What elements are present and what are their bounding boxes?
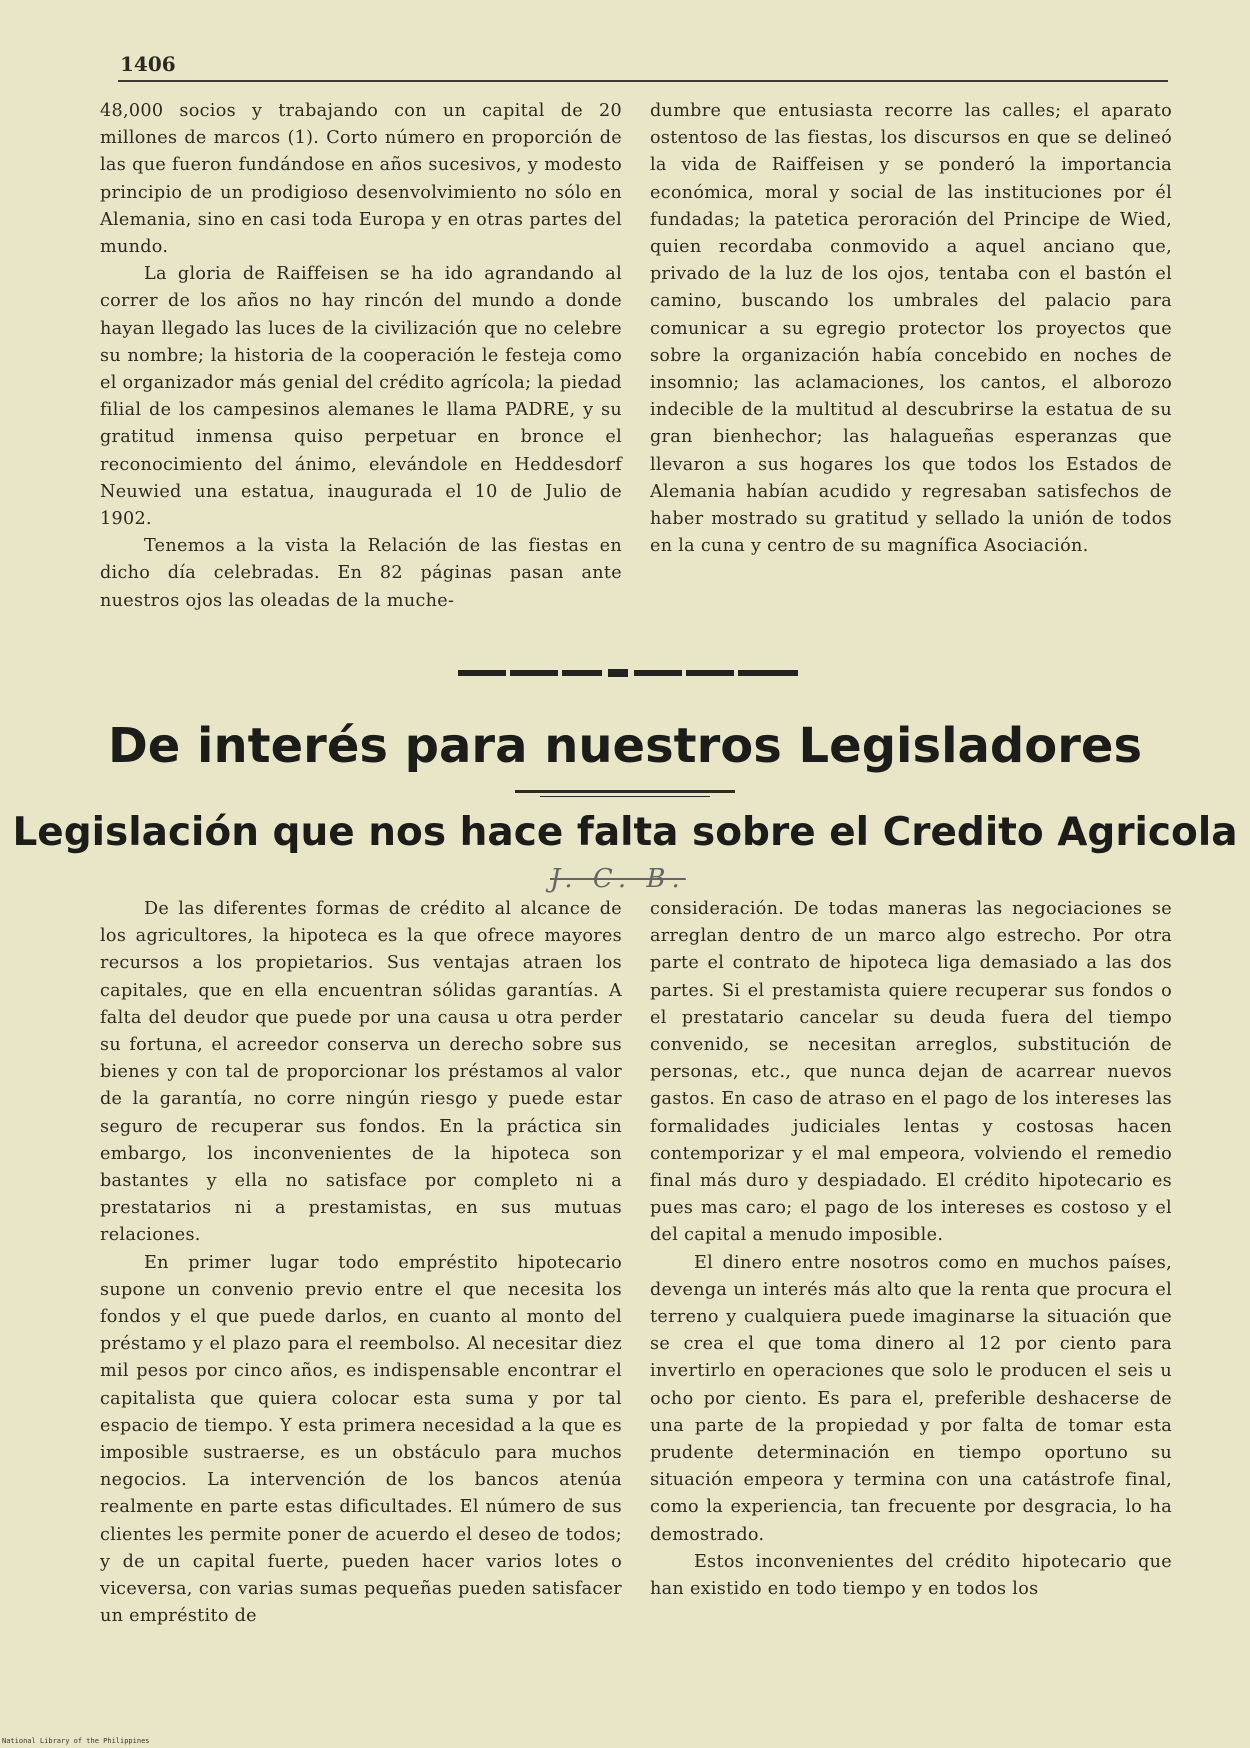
main-headline: De interés para nuestros Legisladores [107, 718, 1143, 774]
author-signature: J. C. B. [550, 864, 686, 894]
paragraph: Estos inconvenientes del crédito hipotecario que han existido en todo tiempo y en todos los [650, 1551, 1172, 1600]
paragraph: 48,000 socios y trabajando con un capital de 20 millones de marcos (1). Corto número en proporción de las que fueron fundándose en años sucesivos, y modesto principio de un prodigioso desenvolvimiento no sólo en Alemania, sino en casi toda Europa y en otras partes del mundo. [100, 101, 622, 258]
paragraph: El dinero entre nosotros como en muchos países, devenga un interés más alto que la renta que procura el terreno y cualquiera puede imaginarse la situación que se crea el que toma dinero al 12 por ciento para invertirlo en operaciones que solo le producen el seis u ocho por ciento. Es para el, preferible deshacerse de una parte de la propiedad y por falta de tomar esta prudente determinación en tiempo oportuno su situación empeora y termina con una catástrofe final, como la experiencia, tan frecuente por desgracia, lo ha demostrado. [650, 1252, 1172, 1545]
library-watermark: National Library of the Philippines [2, 1737, 150, 1745]
headline-rule-thin [540, 796, 710, 797]
top-left-column [100, 98, 622, 615]
bottom-left-column [100, 896, 622, 1630]
paragraph: dumbre que entusiasta recorre las calles; el aparato ostentoso de las fiestas, los discursos en que se delineó la vida de Raiffeisen y se ponderó la importancia económica, moral y social de las instituciones por él fundadas; la patetica peroración del Principe de Wied, quien recordaba conmovido a aquel anciano que, privado de la luz de los ojos, tentaba con el bastón el camino, buscando los umbrales del palacio para comunicar a su egregio protector los proyectos que sobre la organización había concebido en noches de insomnio; las aclamaciones, los cantos, el alborozo indecible de la multitud al descubrirse la estatua de su gran bienhechor; las halagueñas esperanzas que llevaron a sus hogares los que todos los Estados de Alemania habían acudido y regresaban satisfechos de haber mostrado su gratitud y sellado la unión de todos en la cuna y centro de su magnífica Asociación. [650, 101, 1172, 557]
paragraph: En primer lugar todo empréstito hipotecario supone un convenio previo entre el que necesita los fondos y el que puede darlos, en cuanto al monto del préstamo y el plazo para el reembolso. Al necesitar diez mil pesos por cinco años, es indispensable encontrar el capitalista que quiera colocar esta suma y por tal espacio de tiempo. Y esta primera necesidad a la que es imposible sustraerse, es un obstáculo para muchos negocios. La intervención de los bancos atenúa realmente en parte estas dificultades. El número de sus clientes les permite poner de acuerdo el deseo de todos; y de un capital fuerte, pueden hacer varios lotes o viceversa, con varias sumas pequeñas pueden satisfacer un empréstito de [100, 1252, 622, 1627]
headline-rule [515, 790, 735, 793]
top-right-column [650, 98, 1172, 560]
page-number: 1406 [120, 52, 176, 76]
bottom-right-column [650, 896, 1172, 1603]
paragraph: La gloria de Raiffeisen se ha ido agrandando al correr de los años no hay rincón del mundo a donde hayan llegado las luces de la civilización que no celebre su nombre; la historia de la cooperación le festeja como el organizador más genial del crédito agrícola; la piedad filial de los campesinos alemanes le llama PADRE, y su gratitud inmensa quiso perpetuar en bronce el reconocimiento del ánimo, elevándole en Heddesdorf Neuwied una estatua, inaugurada el 10 de Julio de 1902. [100, 264, 622, 530]
top-rule [118, 80, 1168, 82]
paragraph: consideración. De todas maneras las negociaciones se arreglan dentro de un marco algo estrecho. Por otra parte el contrato de hipoteca liga demasiado a las dos partes. Si el prestamista quiere recuperar sus fondos o el prestatario cancelar su deuda fuera del tiempo convenido, se necesitan arreglos, substitución de personas, etc., que nunca dejan de acarrear nuevos gastos. En caso de atraso en el pago de los intereses las formalidades judiciales lentas y costosas hacen contemporizar y el mal empeora, volviendo el remedio final más duro y despiadado. El crédito hipotecario es pues mas caro; el pago de los intereses es costoso y el del capital a menudo imposible. [650, 899, 1172, 1246]
paragraph: De las diferentes formas de crédito al alcance de los agricultores, la hipoteca es la que ofrece mayores recursos a los propietarios. Sus ventajas atraen los capitales, que en ella encuentran sólidas garantías. A falta del deudor que puede por una causa u otra perder su fortuna, el acreedor conserva un derecho sobre sus bienes y con tal de proporcionar los préstamos al valor de la garantía, no corre ningún riesgo y puede estar seguro de recuperar sus fondos. En la práctica sin embargo, los inconvenientes de la hipoteca son bastantes y ella no satisface por completo ni a prestatarios ni a prestamistas, en sus mutuas relaciones. [100, 899, 622, 1246]
ornament-divider [458, 668, 804, 678]
sub-headline: Legislación que nos hace falta sobre el Credito Agricola [12, 810, 1238, 855]
paragraph: Tenemos a la vista la Relación de las fiestas en dicho día celebradas. En 82 páginas pasan ante nuestros ojos las oleadas de la muche- [100, 536, 622, 611]
